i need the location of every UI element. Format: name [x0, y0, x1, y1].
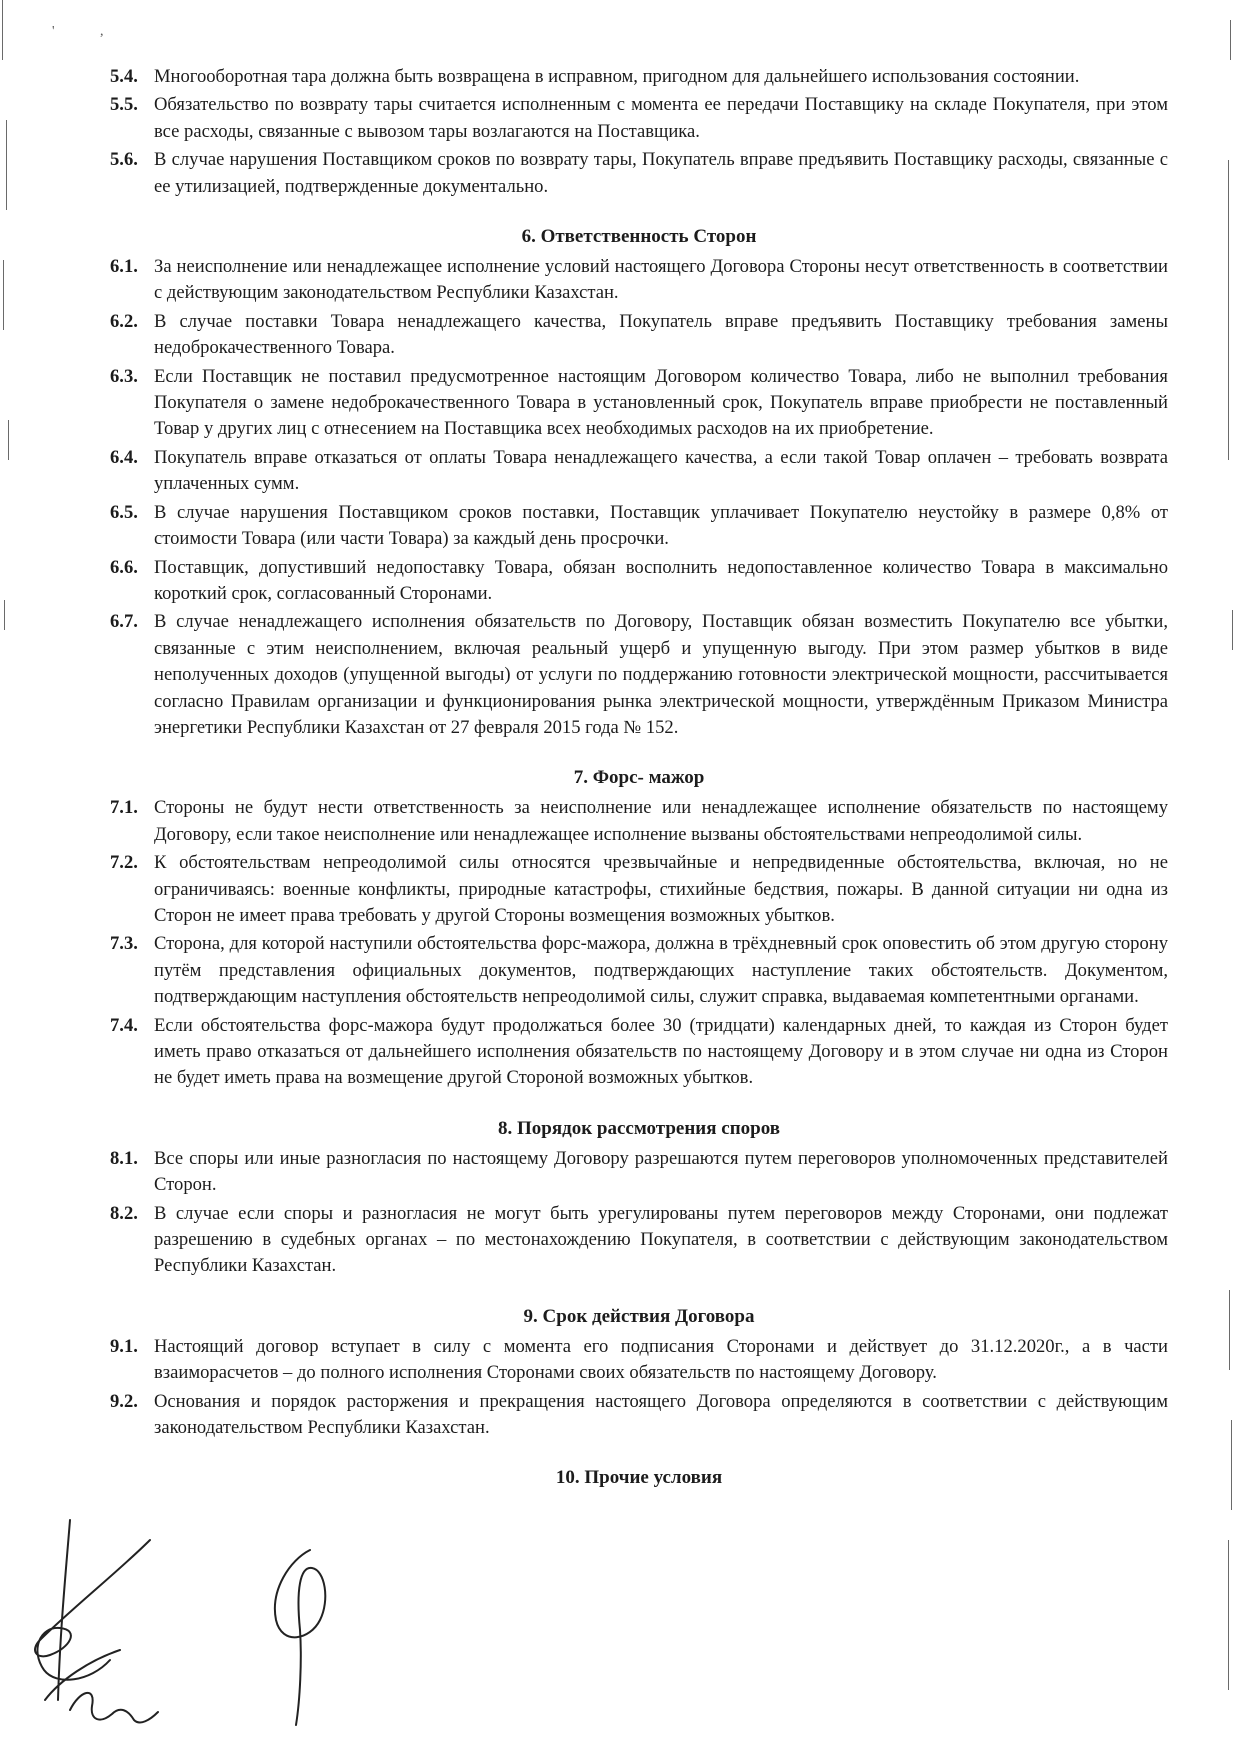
- clause-6-6: [110, 555, 1168, 608]
- clause-5-5: [110, 92, 1168, 145]
- clause-text: За неисполнение или ненадлежащее исполнение условий настоящего Договора Стороны несут ответственность в соответствии с действующим законодательством Республики Казахстан.: [154, 256, 1168, 304]
- section-7: [110, 765, 1168, 1091]
- signature-stroke: [58, 1520, 70, 1700]
- clause-text: Если Поставщик не поставил предусмотренное настоящим Договором количество Товара, либо не выполнил требования Покупателя о замене недоброкачественного Товара в установленный срок, Покупатель вправе приобрести не поставленный Товар у других лиц с отнесением на Поставщика всех необходимых расходов на их приобретение.: [154, 365, 1168, 440]
- clause-5-4: [110, 64, 1168, 90]
- clause-text: Настоящий договор вступает в силу с момента его подписания Сторонами и действует до 31.12.2020г., а в части взаиморасчетов – до полного исполнения Сторонами своих обязательств по настоящему Договору.: [154, 1335, 1168, 1384]
- clause-number: 5.5.: [110, 94, 138, 116]
- section-5: [110, 64, 1168, 200]
- clause-number: 6.4.: [110, 446, 138, 468]
- section-8: [110, 1116, 1168, 1280]
- section-heading: 8. Порядок рассмотрения споров: [497, 1117, 781, 1139]
- clause-text: К обстоятельствам непреодолимой силы относятся чрезвычайные и непредвиденные обстоятельства, включая, но не ограничиваясь: военные конфликты, природные катастрофы, стихийные бедствия, пожары. В данной ситуации ни одна из Сторон не имеет права требовать у другой Стороны возмещения возможных убытков.: [154, 852, 1168, 926]
- clause-7-1: [110, 795, 1168, 848]
- clause-number: 6.2.: [110, 310, 138, 332]
- clause-6-7: [110, 609, 1168, 741]
- section-6: [110, 224, 1168, 741]
- clause-text: Если обстоятельства форс-мажора будут продолжаться более 30 (тридцати) календарных дней, то каждая из Сторон будет иметь право отказаться от дальнейшего исполнения обязательств по настоящему Договору и в этом случае ни одна из Сторон не будет иметь права на возмещение другой Стороной возможных убытков.: [154, 1014, 1168, 1089]
- signature-stroke: [70, 1693, 158, 1723]
- clause-number: 5.6.: [110, 149, 138, 171]
- scan-speck: ,: [100, 24, 104, 39]
- clause-text: В случае нарушения Поставщиком сроков по возврату тары, Покупатель вправе предъявить Поставщику расходы, связанные с ее утилизацией, подтвержденные документально.: [154, 149, 1168, 197]
- clause-7-4: [110, 1013, 1168, 1092]
- signature-stroke: [275, 1550, 325, 1725]
- clause-number: 7.1.: [110, 797, 138, 819]
- clause-6-3: [110, 364, 1168, 443]
- section-heading: 9. Срок действия Договора: [523, 1305, 755, 1327]
- clause-text: Покупатель вправе отказаться от оплаты Товара ненадлежащего качества, а если такой Товар оплачен – требовать возврата уплаченных сумм.: [154, 446, 1168, 495]
- signature-stroke: [45, 1650, 120, 1700]
- clause-text: Все споры или иные разногласия по настоящему Договору разрешаются путем переговоров уполномоченных представителей Сторон.: [154, 1147, 1168, 1196]
- handwritten-signatures: [0, 1510, 420, 1750]
- section-heading: 6. Ответственность Сторон: [521, 226, 757, 248]
- clause-text: Основания и порядок расторжения и прекращения настоящего Договора определяются в соответствии с действующим законодательством Республики Казахстан.: [154, 1390, 1168, 1439]
- clause-text: Сторона, для которой наступили обстоятельства форс-мажора, должна в трёхдневный срок оповестить об этом другую сторону путём представления официальных документов, подтверждающих наступление таких обстоятельств. Документом, подтверждающим наступления обстоятельств непреодолимой силы, служит справка, выдаваемая компетентными органами.: [154, 933, 1168, 1008]
- clause-number: 7.3.: [110, 933, 138, 955]
- scan-speck: ': [52, 24, 55, 39]
- clause-number: 6.5.: [110, 501, 138, 523]
- clause-8-2: [110, 1201, 1168, 1280]
- clause-7-3: [110, 931, 1168, 1010]
- clause-text: Поставщик, допустивший недопоставку Товара, обязан восполнить недопоставленное количество Товара в максимально короткий срок, согласованный Сторонами.: [154, 556, 1168, 604]
- clause-text: Обязательство по возврату тары считается исполненным с момента ее передачи Поставщику на складе Покупателя, при этом все расходы, связанные с вывозом тары возлагаются на Поставщика.: [154, 94, 1168, 142]
- clause-text: Стороны не будут нести ответственность за неисполнение или ненадлежащее исполнение обязательств по настоящему Договору, если такое неисполнение или ненадлежащее исполнение вызваны обстоятельствами непреодолимой силы.: [154, 797, 1168, 845]
- clause-number: 6.7.: [110, 611, 138, 633]
- clause-9-2: [110, 1389, 1168, 1442]
- clause-number: 9.2.: [110, 1390, 138, 1412]
- clause-6-5: [110, 500, 1168, 553]
- section-10: [110, 1465, 1168, 1491]
- clause-text: В случае нарушения Поставщиком сроков поставки, Поставщик уплачивает Покупателю неустойку в размере 0,8% от стоимости Товара (или части Товара) за каждый день просрочки.: [154, 501, 1168, 550]
- clause-number: 8.1.: [110, 1147, 138, 1169]
- section-heading: 7. Форс- мажор: [573, 767, 705, 789]
- clause-number: 7.2.: [110, 852, 138, 874]
- clause-number: 6.3.: [110, 365, 138, 387]
- clause-text: В случае ненадлежащего исполнения обязательств по Договору, Поставщик обязан возместить Покупателю все убытки, связанные с этим неисполнением, включая реальный ущерб и упущенную выгоду. При этом размер убытков в виде неполученных доходов (упущенной выгоды) от услуги по поддержанию готовности электрической мощности, рассчитывается согласно Правилам организации и функционирования рынка электрической мощности, утверждённым Приказом Министра энергетики Республики Казахстан от 27 февраля 2015 года № 152.: [154, 611, 1168, 738]
- clause-5-6: [110, 147, 1168, 200]
- clause-number: 7.4.: [110, 1014, 138, 1036]
- clause-6-1: [110, 254, 1168, 307]
- document-body: [110, 64, 1168, 1495]
- clause-8-1: [110, 1146, 1168, 1199]
- signature-stroke: [35, 1540, 150, 1680]
- clause-text: В случае если споры и разногласия не могут быть урегулированы путем переговоров между Сторонами, они подлежат разрешению в судебных органах – по местонахождению Покупателя, в соответствии с действующим законодательством Республики Казахстан.: [154, 1202, 1168, 1277]
- clause-number: 8.2.: [110, 1202, 138, 1224]
- clause-6-2: [110, 309, 1168, 362]
- scan-edge-right: [1222, 0, 1240, 1754]
- scan-edge-left: [0, 0, 18, 1754]
- clause-7-2: [110, 850, 1168, 929]
- clause-text: В случае поставки Товара ненадлежащего качества, Покупатель вправе предъявить Поставщику требования замены недоброкачественного Товара.: [154, 310, 1168, 359]
- clause-number: 9.1.: [110, 1335, 138, 1357]
- clause-6-4: [110, 445, 1168, 498]
- section-9: [110, 1304, 1168, 1442]
- clause-number: 6.6.: [110, 556, 138, 578]
- clause-number: 6.1.: [110, 256, 138, 278]
- clause-9-1: [110, 1334, 1168, 1387]
- section-heading: 10. Прочие условия: [555, 1467, 723, 1489]
- clause-number: 5.4.: [110, 66, 138, 87]
- clause-text: Многооборотная тара должна быть возвращена в исправном, пригодном для дальнейшего использования состоянии.: [154, 66, 1080, 87]
